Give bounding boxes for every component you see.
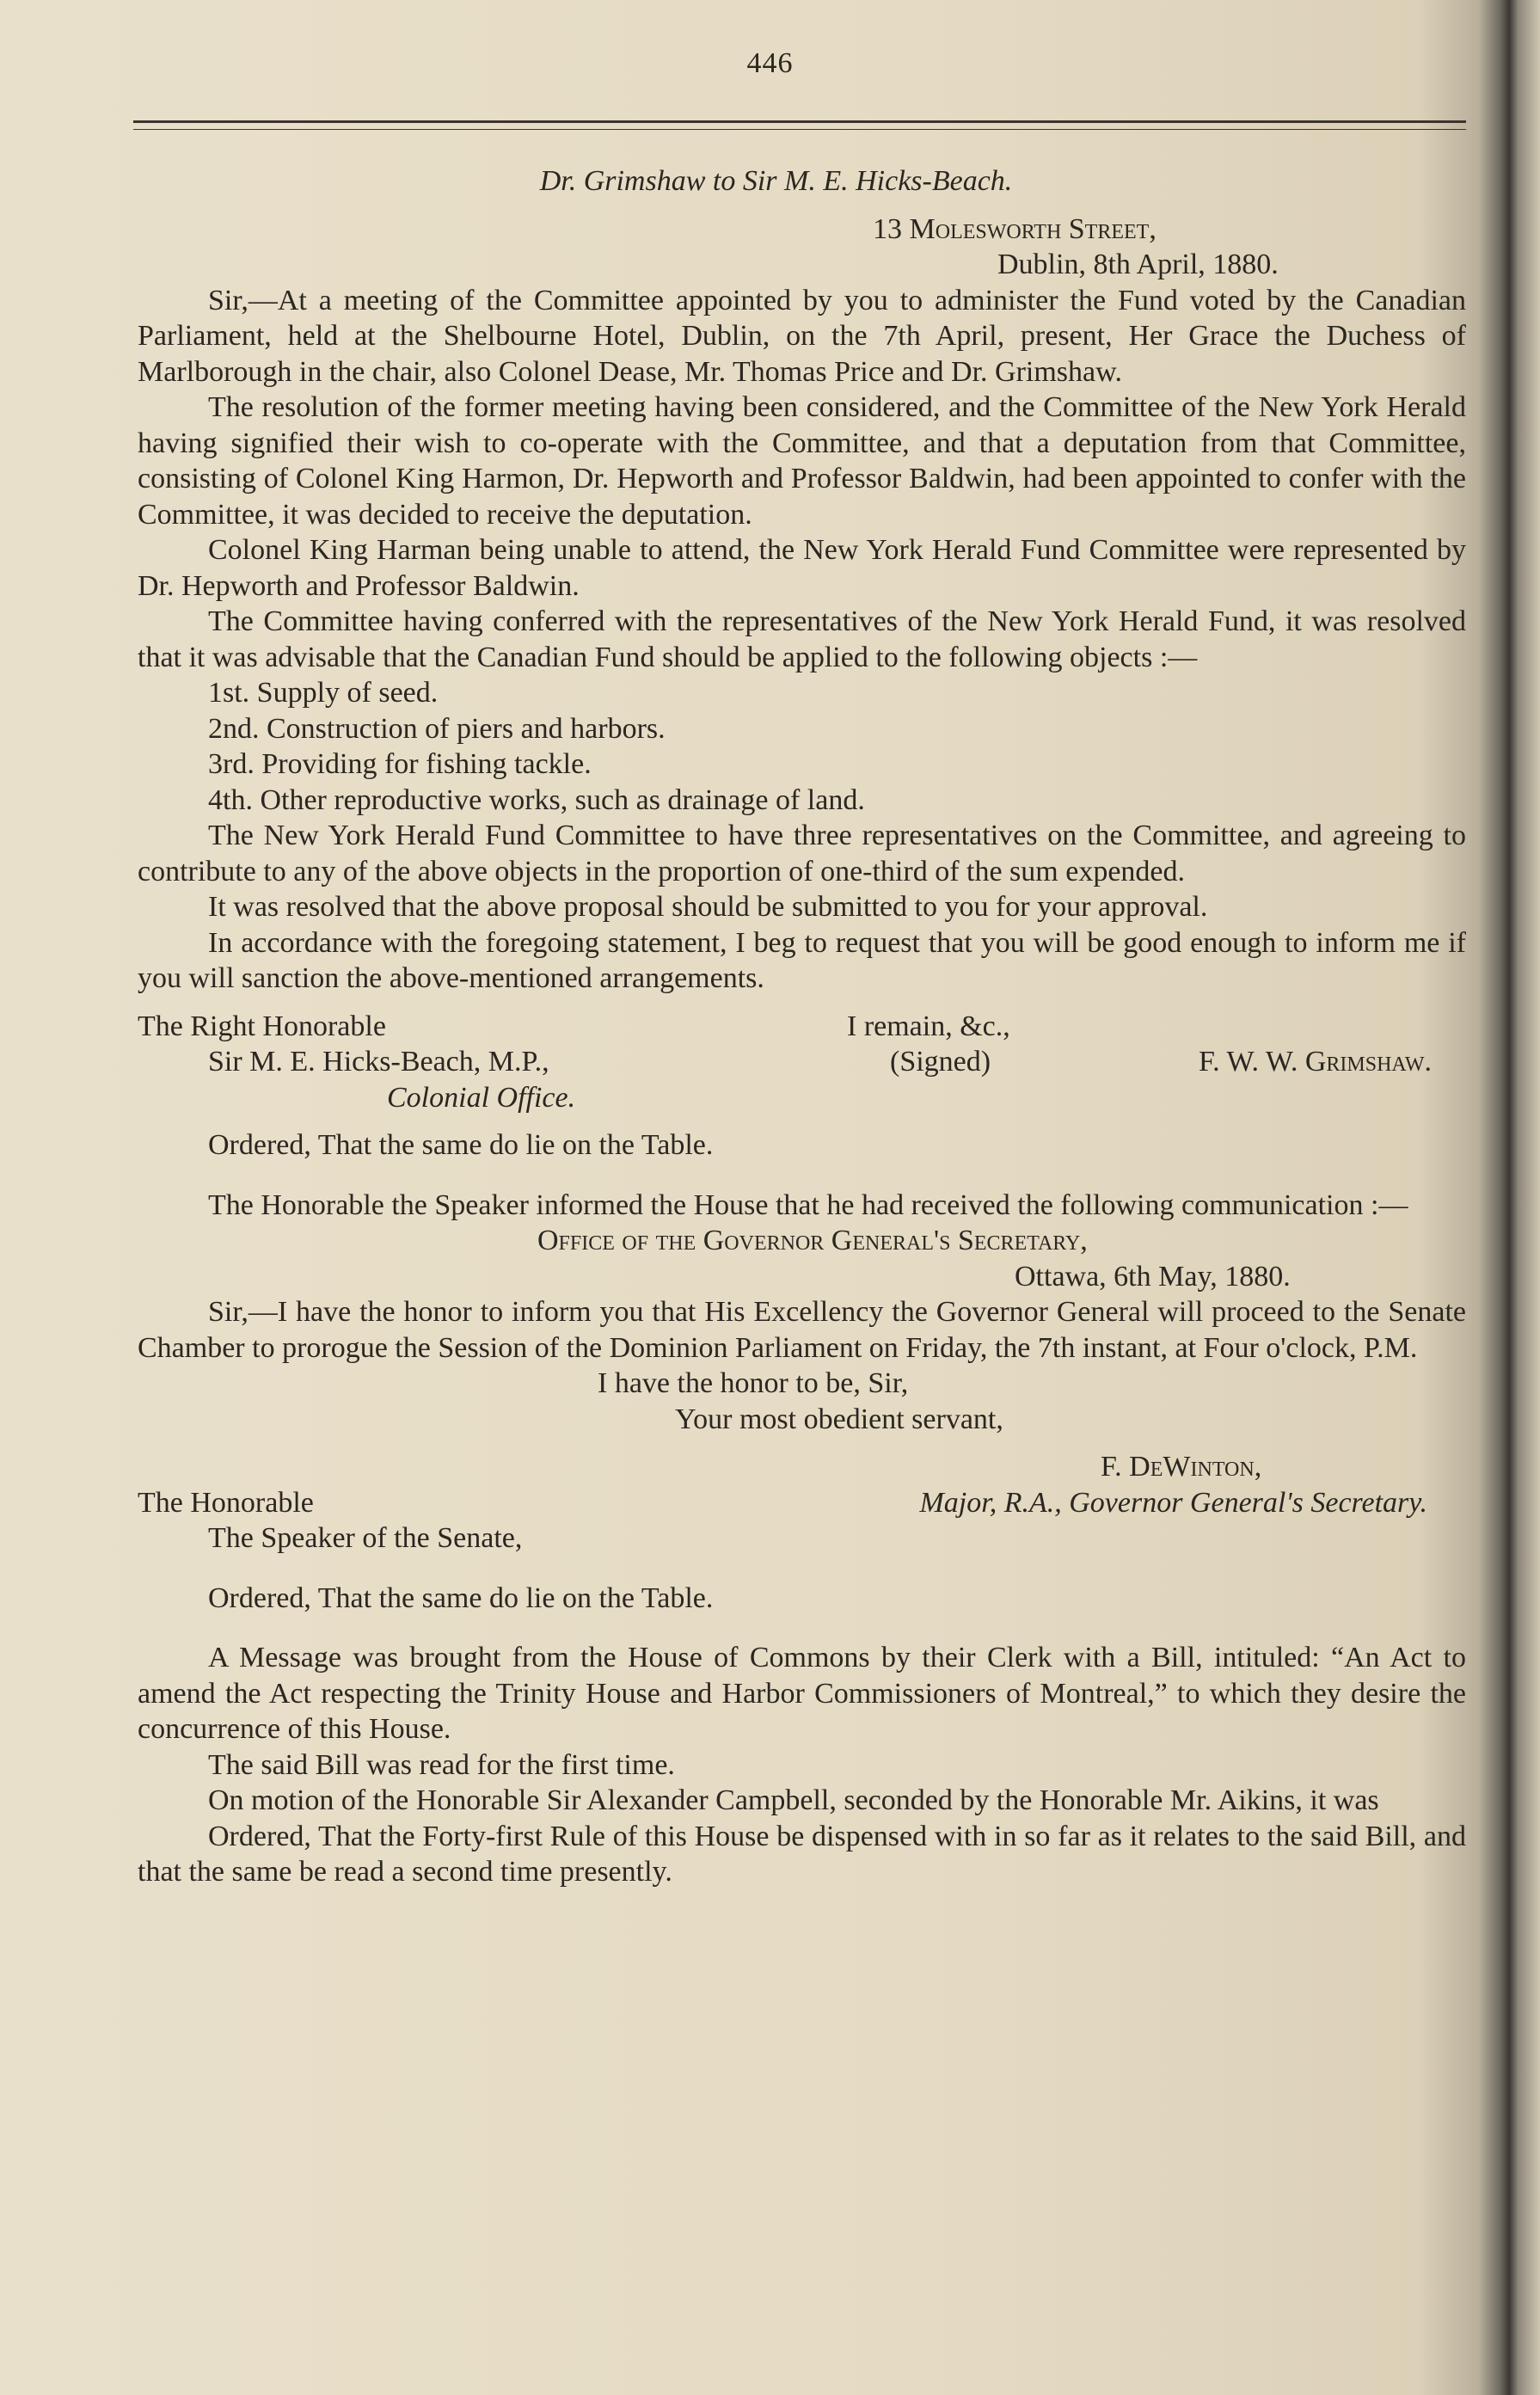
objects-list-item: 2nd. Construction of piers and harbors. bbox=[208, 712, 666, 745]
page-number: 446 bbox=[746, 47, 794, 79]
ordered-statement: Ordered, That the Forty-first Rule of this House be dispensed with in so far as it relates to the said Bill, and that the same be read a second time presently. bbox=[138, 1820, 1466, 1888]
addressee-line: Colonial Office. bbox=[387, 1081, 576, 1114]
addressee-line: The Speaker of the Senate, bbox=[208, 1522, 523, 1554]
message-paragraph: A Message was brought from the House of Commons by their Clerk with a Bill, intituled: “An Act to amend the Act respecting the Trinity House and Harbor Commissioners of Montreal,” to which they desire the concurrence of this House. bbox=[138, 1642, 1466, 1745]
signature-block bbox=[890, 1044, 1466, 1080]
letter2-body: Sir,—I have the honor to inform you that His Excellency the Governor General will proceed to the Senate Chamber to prorogue the Session of the Dominion Parliament on Friday, the 7th instant, at Four o'clock, P.M. bbox=[138, 1296, 1466, 1364]
letter1-paragraph: In accordance with the foregoing statement, I beg to request that you will be good enough to inform me if you will sanction the above-mentioned arrangements. bbox=[138, 926, 1466, 994]
letter1-signoff-row1 bbox=[138, 1009, 1466, 1045]
letter1-paragraph: Sir,—At a meeting of the Committee appointed by you to administer the Fund voted by the Canadian Parliament, held at the Shelbourne Hotel, Dublin, on the 7th April, present, Her Grace the Duchess of Marlborough in the chair, also Colonel Dease, Mr. Thomas Price and Dr. Grimshaw. bbox=[138, 284, 1466, 388]
addressee-line: The Right Honorable bbox=[138, 1010, 386, 1042]
objects-list-item: 3rd. Providing for fishing tackle. bbox=[208, 748, 592, 780]
ordered-statement: Ordered, That the same do lie on the Table. bbox=[208, 1581, 714, 1614]
letter2-signoff-row bbox=[138, 1485, 1466, 1521]
objects-list-item: 4th. Other reproductive works, such as drainage of land. bbox=[208, 783, 865, 816]
objects-list-item: 1st. Supply of seed. bbox=[208, 677, 439, 709]
signature: F. W. W. Grimshaw. bbox=[1198, 1046, 1432, 1078]
ordered-statement: Ordered, That the same do lie on the Table. bbox=[208, 1129, 714, 1161]
letter1-paragraph: The resolution of the former meeting having been considered, and the Committee of the New York Herald having signified their wish to co-operate with the Committee, and that a deputation from that Committee, consisting of Colonel King Harmon, Dr. Hepworth and Professor Baldwin, had been appointed to confer with the Committee, it was decided to receive the deputation. bbox=[138, 391, 1466, 531]
signature-title: Major, R.A., Governor General's Secretary. bbox=[919, 1486, 1427, 1519]
motion-paragraph: On motion of the Honorable Sir Alexander Campbell, seconded by the Honorable Mr. Aikins, it was bbox=[208, 1784, 1379, 1816]
letter1-paragraph: It was resolved that the above proposal should be submitted to you for your approval. bbox=[208, 891, 1208, 923]
closing-line: Your most obedient servant, bbox=[675, 1403, 1003, 1435]
letter1-paragraph: The Committee having conferred with the representatives of the New York Herald Fund, it was resolved that it was advisable that the Canadian Fund should be applied to the following objects :— bbox=[138, 605, 1466, 673]
page-body bbox=[138, 163, 1466, 1890]
letter2-address-date: Ottawa, 6th May, 1880. bbox=[1015, 1260, 1291, 1293]
speaker-note: The Honorable the Speaker informed the House that he had received the following communication :— bbox=[208, 1188, 1408, 1221]
letter2-address-office: Office of the Governor General's Secretary, bbox=[537, 1225, 1088, 1256]
signed-label: (Signed) bbox=[890, 1046, 991, 1078]
addressee-line: The Honorable bbox=[138, 1486, 314, 1519]
closing-line: I remain, &c., bbox=[847, 1010, 1010, 1042]
letter1-paragraph: Colonel King Harman being unable to attend, the New York Herald Fund Committee were represented by Dr. Hepworth and Professor Baldwin. bbox=[138, 534, 1466, 602]
header-rule-thin bbox=[133, 129, 1466, 130]
addressee-line: Sir M. E. Hicks-Beach, M.P., bbox=[208, 1046, 549, 1078]
first-reading: The said Bill was read for the first time. bbox=[208, 1748, 675, 1781]
header-rule-thick bbox=[133, 120, 1466, 123]
signature: F. DeWinton, bbox=[1101, 1451, 1262, 1483]
letter1-paragraph: The New York Herald Fund Committee to have three representatives on the Committee, and agreeing to contribute to any of the above objects in the proportion of one-third of the sum expended. bbox=[138, 820, 1466, 887]
letter1-address-date: Dublin, 8th April, 1880. bbox=[997, 249, 1279, 280]
letter1-signoff-row2 bbox=[138, 1044, 1466, 1080]
letter1-heading: Dr. Grimshaw to Sir M. E. Hicks-Beach. bbox=[539, 165, 1013, 197]
closing-line: I have the honor to be, Sir, bbox=[598, 1367, 909, 1399]
letter1-address-street: 13 Molesworth Street, bbox=[873, 212, 1157, 245]
